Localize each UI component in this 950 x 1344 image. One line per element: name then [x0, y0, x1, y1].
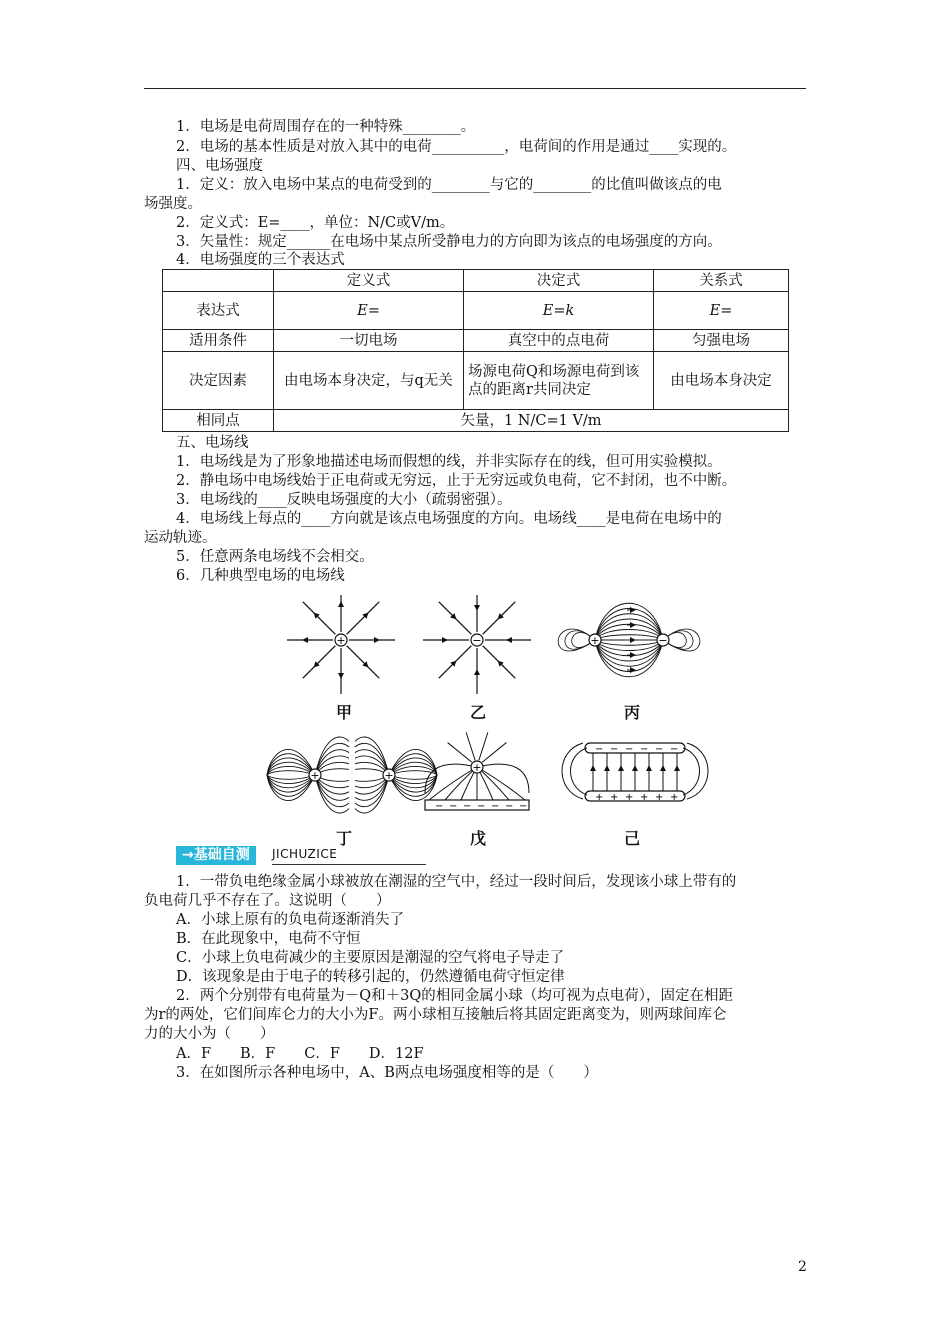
text-line: 2．电场的基本性质是对放入其中的电荷__________，电荷间的作用是通过____实现的。: [176, 139, 737, 155]
header-rule: [144, 88, 806, 89]
table-cell: 相同点: [163, 410, 274, 432]
banner-subtitle: JICHUZICE: [272, 847, 338, 861]
option-text: D．该现象是由于电子的转移引起的，仍然遵循电荷守恒定律: [176, 969, 565, 985]
arrow: [362, 615, 366, 619]
table-cell: 矢量，1 N/C=1 V/m: [274, 410, 789, 432]
field-line: [477, 767, 509, 800]
page-number: 2: [798, 1259, 807, 1275]
charge-sign: +: [472, 761, 482, 774]
text-line: 3．矢量性：规定______在电场中某点所受静电力的方向即为该点的电场强度的方向。: [176, 234, 722, 250]
table-cell: 适用条件: [163, 330, 274, 352]
table-cell: 决定式: [464, 270, 654, 292]
plate-sign: −: [463, 801, 472, 812]
plate-sign: −: [670, 744, 679, 755]
text-line: 1．电场线是为了形象地描述电场而假想的线，并非实际存在的线，但可用实验模拟。: [176, 454, 722, 470]
field-line: [389, 775, 437, 779]
field-line: [439, 602, 472, 635]
charge-sign: +: [310, 769, 320, 782]
text-line: 6．几种典型电场的电场线: [176, 568, 345, 584]
table-cell: 匀强电场: [654, 330, 789, 352]
section-heading: 五、电场线: [176, 435, 249, 451]
like-charges-figure: [267, 737, 437, 813]
field-line: [439, 646, 472, 679]
arrow: [500, 613, 504, 617]
table-cell: 一切电场: [274, 330, 464, 352]
text-line: 2．定义式：E=____，单位：N/C或V/m。: [176, 215, 455, 231]
table-row: [163, 330, 789, 352]
arrow: [450, 663, 454, 667]
arrow: [450, 613, 454, 617]
field-line: [466, 732, 475, 760]
text-line: 运动轨迹。: [144, 530, 217, 546]
table-cell: 由电场本身决定: [654, 352, 789, 410]
field-line: [483, 602, 516, 635]
table-row: [163, 352, 789, 410]
field-line: [477, 767, 525, 800]
charge-sign: −: [472, 634, 482, 647]
table-cell: 场源电荷Q和场源电荷到该点的距离r共同决定: [464, 352, 654, 410]
text-line: 2．静电场中电场线始于正电荷或无穷远，止于无穷远或负电荷，它不封闭，也不中断。: [176, 473, 737, 489]
plate-sign: +: [610, 792, 619, 803]
banner-underline: [272, 864, 426, 865]
question-text: 负电荷几乎不存在了。这说明（ ）: [144, 893, 391, 909]
arrow: [500, 663, 504, 667]
field-line: [571, 748, 588, 795]
table-cell: 真空中的点电荷: [464, 330, 654, 352]
table-cell: 决定因素: [163, 352, 274, 410]
table-cell: [163, 270, 274, 292]
text-line: 1．电场是电荷周围存在的一种特殊________。: [176, 119, 476, 135]
plate-sign: +: [640, 792, 649, 803]
table-cell: E=: [654, 292, 789, 330]
positive-charge-figure: [287, 595, 395, 694]
section-heading: 四、电场强度: [176, 158, 263, 174]
table-cell: 定义式: [274, 270, 464, 292]
option-text: A．F B．F C．F D．12F: [176, 1046, 424, 1062]
text-line: 1．定义：放入电场中某点的电荷受到的________与它的________的比值叫做该点的电: [176, 177, 722, 193]
plate-sign: −: [505, 801, 514, 812]
plate-sign: −: [595, 744, 604, 755]
dipole-figure: [558, 603, 700, 677]
field-line: [595, 635, 663, 640]
question-text: 3．在如图所示各种电场中，A、B两点电场强度相等的是（ ）: [176, 1065, 598, 1081]
table-cell: 表达式: [163, 292, 274, 330]
field-line: [479, 732, 488, 760]
table-cell: E=: [274, 292, 464, 330]
table-row: [163, 292, 789, 330]
plate-sign: −: [519, 801, 528, 812]
arrow: [362, 661, 366, 665]
field-line: [448, 743, 472, 763]
plate-sign: −: [449, 801, 458, 812]
figure-caption: 己: [624, 829, 641, 848]
figure-caption: 甲: [336, 703, 353, 722]
text-line: 4．电场线上每点的____方向就是该点电场强度的方向。电场线____是电荷在电场中的: [176, 511, 722, 527]
plate-sign: −: [655, 744, 664, 755]
figure-caption: 丁: [336, 829, 353, 848]
plate-sign: −: [435, 801, 444, 812]
field-line-figures: [265, 595, 725, 845]
text-line: 4．电场强度的三个表达式: [176, 252, 345, 268]
field-strength-table: [162, 269, 789, 432]
option-text: C．小球上负电荷减少的主要原因是潮湿的空气将电子导走了: [176, 950, 565, 966]
field-line: [595, 640, 663, 645]
plate-sign: +: [670, 792, 679, 803]
charge-sign: +: [384, 769, 394, 782]
question-text: 2．两个分别带有电荷量为－Q和＋3Q的相同金属小球（均可视为点电荷），固定在相距: [176, 988, 733, 1004]
charge-sign: +: [590, 634, 600, 647]
table-cell: E=k: [464, 292, 654, 330]
arrow: [316, 615, 320, 619]
option-text: B．在此现象中，电荷不守恒: [176, 931, 361, 947]
section-banner: [176, 846, 426, 866]
figure-caption: 丙: [624, 703, 641, 722]
plate-sign: −: [625, 744, 634, 755]
table-row: [163, 410, 789, 432]
field-line: [683, 748, 700, 795]
parallel-plates-figure: [562, 743, 708, 803]
plate-sign: −: [477, 801, 486, 812]
table-row: [163, 270, 789, 292]
field-line: [477, 764, 529, 793]
question-text: 为r的两处，它们间库仑力的大小为F。两小球相互接触后将其固定距离变为，则两球间库仑: [144, 1007, 727, 1023]
plate-sign: +: [625, 792, 634, 803]
text-line: 5．任意两条电场线不会相交。: [176, 549, 374, 565]
plate-sign: +: [655, 792, 664, 803]
question-text: 力的大小为（ ）: [144, 1026, 275, 1042]
text-line: 场强度。: [144, 196, 202, 212]
question-text: 1．一带负电绝缘金属小球被放在潮湿的空气中，经过一段时间后，发现该小球上带有的: [176, 874, 737, 890]
plate-sign: +: [595, 792, 604, 803]
arrow: [316, 661, 320, 665]
charge-sign: −: [658, 634, 668, 647]
text-line: 3．电场线的____反映电场强度的大小（疏弱密强）。: [176, 492, 512, 508]
field-line: [483, 646, 516, 679]
figure-caption: 戊: [470, 829, 487, 848]
plate-sign: −: [640, 744, 649, 755]
charge-sign: +: [336, 634, 346, 647]
table-cell: 关系式: [654, 270, 789, 292]
banner-label: →基础自测: [176, 846, 256, 865]
negative-charge-figure: [423, 595, 531, 694]
plate-sign: −: [610, 744, 619, 755]
plate-sign: −: [491, 801, 500, 812]
figure-caption: 乙: [470, 703, 487, 722]
field-line: [267, 771, 315, 775]
field-line: [482, 743, 506, 763]
charge-near-plate-figure: [425, 732, 529, 812]
field-line: [267, 775, 315, 779]
option-text: A．小球上原有的负电荷逐渐消失了: [176, 912, 404, 928]
table-cell: 由电场本身决定，与q无关: [274, 352, 464, 410]
